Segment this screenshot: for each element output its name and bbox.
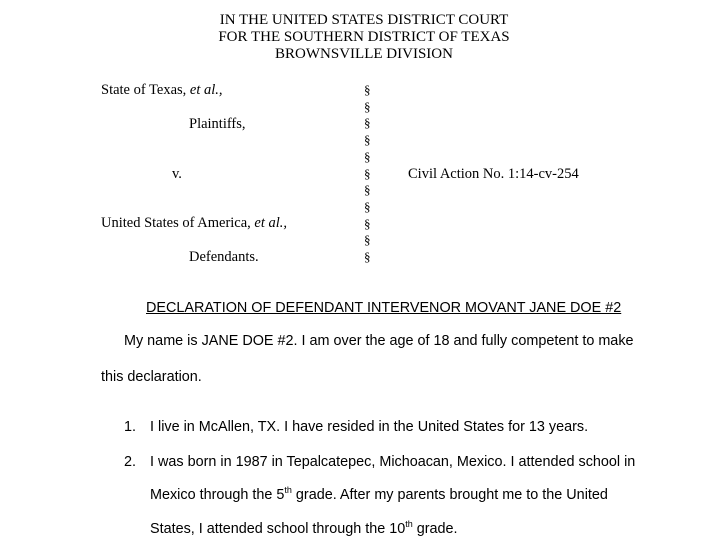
court-name-line1: IN THE UNITED STATES DISTRICT COURT — [219, 12, 509, 28]
item-2-line2-pre: Mexico through the 5 — [150, 487, 285, 503]
section-symbol: § — [364, 98, 371, 114]
section-symbol: § — [364, 165, 371, 181]
item-number: 2. — [124, 454, 137, 470]
ordinal-superscript: th — [405, 519, 413, 530]
item-2-line1: I was born in 1987 in Tepalcatepec, Michoacan, Mexico. I attended school in — [150, 454, 636, 470]
section-symbol: § — [364, 82, 371, 97]
defendant-name — [101, 215, 287, 231]
item-number: 1. — [124, 419, 137, 435]
section-symbol: § — [364, 249, 371, 265]
plaintiff-etal: et al., — [189, 82, 223, 98]
section-symbol: § — [364, 132, 371, 148]
defendant-name-text: United States of America, — [101, 215, 255, 231]
section-symbol: § — [364, 148, 371, 164]
plaintiffs-label: Plaintiffs, — [189, 116, 246, 132]
section-symbol: § — [364, 232, 371, 248]
court-district-line2: FOR THE SOUTHERN DISTRICT OF TEXAS — [218, 29, 510, 45]
defendants-label: Defendants. — [189, 249, 259, 265]
defendant-etal: et al., — [254, 215, 288, 231]
intro-line1: My name is JANE DOE #2. I am over the age of 18 and fully competent to make — [124, 333, 634, 349]
ordinal-superscript: th — [284, 485, 292, 496]
civil-action-number: Civil Action No. 1:14-cv-254 — [408, 166, 579, 182]
plaintiff-name-text: State of Texas, — [101, 82, 190, 98]
court-division-line3: BROWNSVILLE DIVISION — [275, 46, 453, 62]
section-symbol-column — [364, 82, 371, 266]
item-2-line2 — [150, 487, 608, 503]
item-2-line2-post: grade. After my parents brought me to the United — [291, 487, 608, 503]
section-symbol: § — [364, 198, 371, 214]
intro-line2: this declaration. — [101, 369, 202, 385]
item-2-line3-post: grade. — [412, 521, 458, 537]
section-symbol: § — [364, 215, 371, 231]
item-1-line1: I live in McAllen, TX. I have resided in the United States for 13 years. — [150, 419, 589, 435]
item-2-line3-pre: States, I attended school through the 10 — [150, 521, 406, 537]
plaintiff-name — [101, 82, 223, 98]
declaration-title: DECLARATION OF DEFENDANT INTERVENOR MOVANT JANE DOE #2 — [146, 300, 622, 316]
section-symbol: § — [364, 182, 371, 198]
item-2-line3 — [150, 521, 458, 537]
versus-label: v. — [172, 166, 182, 182]
section-symbol: § — [364, 115, 371, 131]
